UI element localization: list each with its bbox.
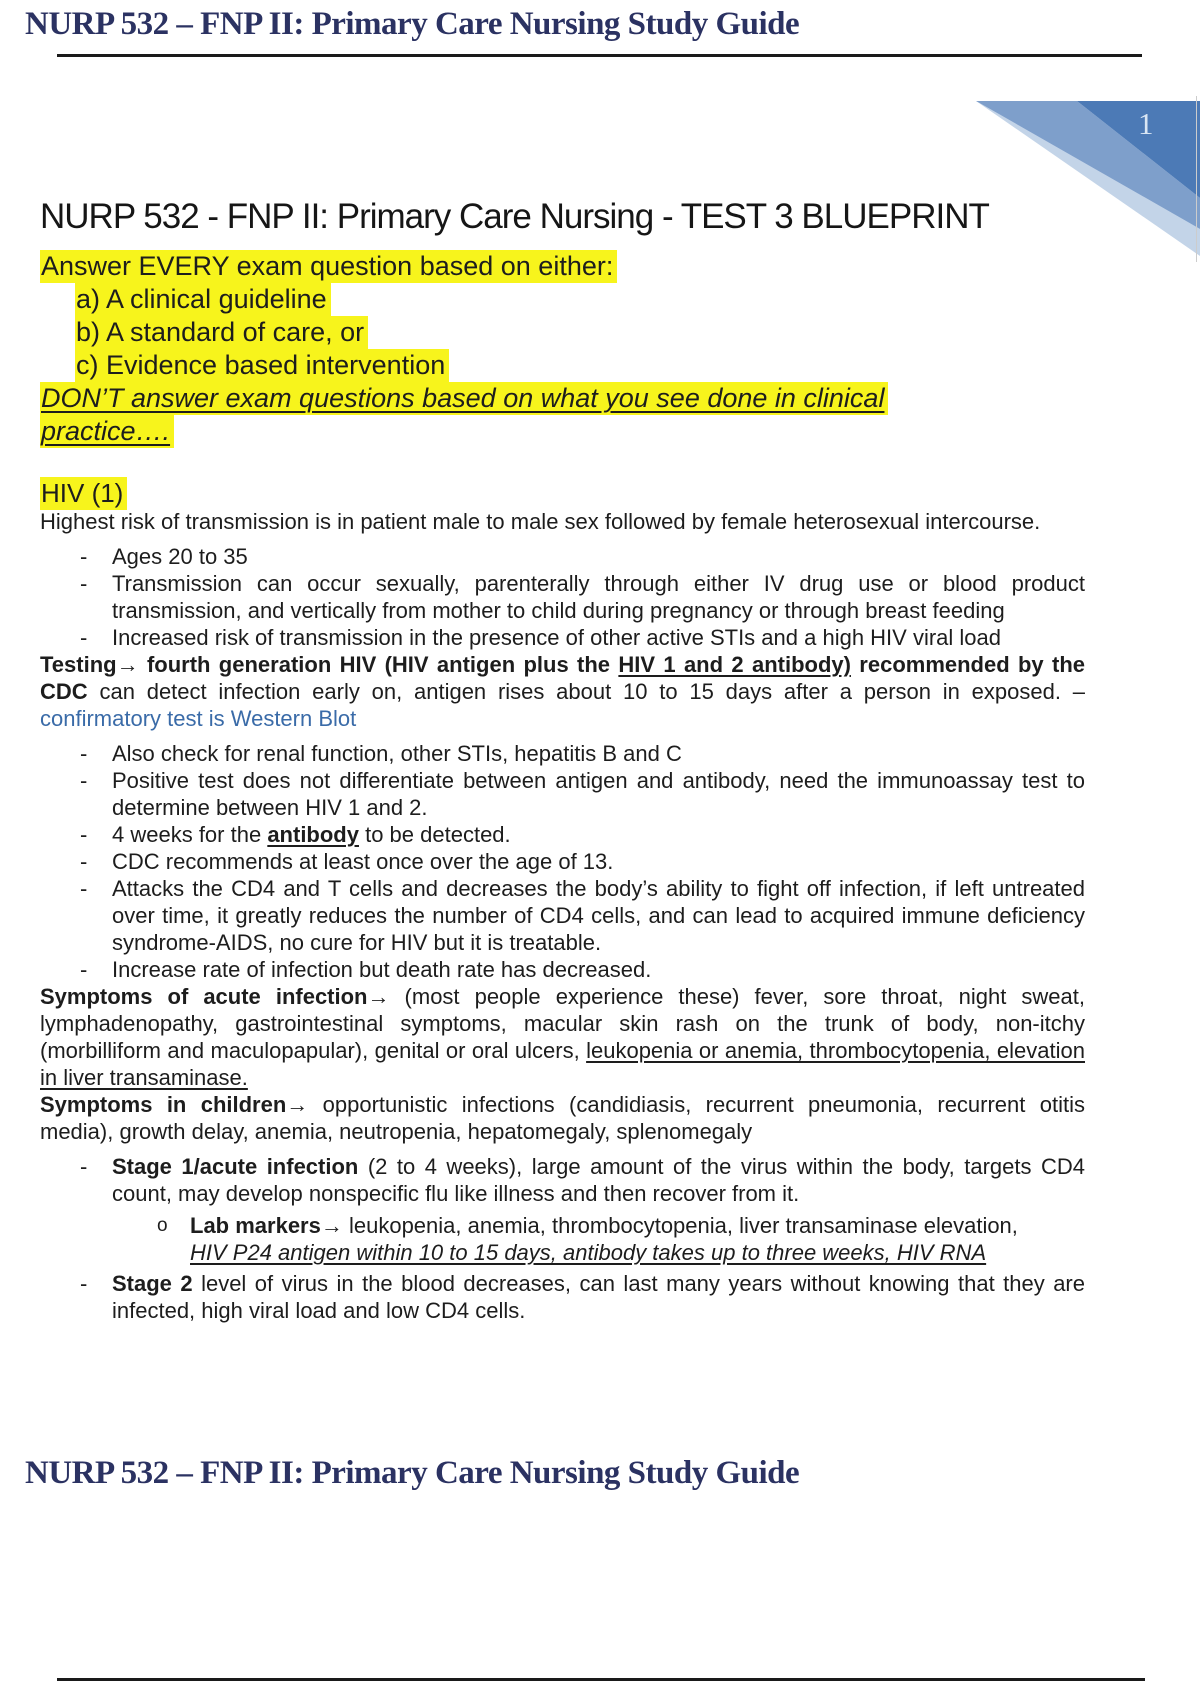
bullet-text	[112, 1153, 1085, 1207]
bullet-marker: -	[80, 625, 88, 650]
arrow-glyph: →	[116, 652, 147, 677]
exam-note-option-a	[40, 283, 1085, 316]
document-body	[40, 196, 1085, 1324]
exam-note-warning-line1	[40, 382, 1085, 415]
stage2-label: Stage 2	[112, 1271, 193, 1296]
testing-bold-tail: recommended by the CDC	[40, 652, 1085, 704]
bullet-marker: -	[80, 1271, 88, 1296]
running-footer-title: NURP 532 – FNP II: Primary Care Nursing Study Guide	[25, 1455, 800, 1491]
symptoms-acute-underlined: leukopenia or anemia, thrombocytopenia, elevation in liver transaminase.	[40, 1038, 1085, 1090]
symptoms-children-label: Symptoms in children	[40, 1092, 287, 1117]
list-item	[80, 543, 1085, 570]
bullet-marker: -	[80, 822, 88, 847]
highlighted-text: b) A standard of care, or	[75, 316, 368, 349]
list-item	[80, 1153, 1085, 1207]
stage1-label: Stage 1/acute infection	[112, 1154, 359, 1179]
exam-note-warning-line2	[40, 415, 1085, 448]
sub-bullet-text	[190, 1212, 1035, 1266]
highlighted-text: Answer EVERY exam question based on either:	[40, 250, 617, 283]
testing-paragraph	[40, 651, 1085, 732]
footer-rule	[57, 1678, 1145, 1681]
list-item	[80, 624, 1085, 651]
highlighted-warning-text: DON’T answer exam questions based on what you see done in clinical	[40, 382, 888, 415]
list-item	[80, 740, 1085, 767]
arrow-glyph: →	[367, 984, 390, 1009]
highlighted-text: c) Evidence based intervention	[75, 349, 449, 382]
bullet-marker: -	[80, 957, 88, 982]
arrow-glyph: →	[286, 1092, 309, 1117]
exam-note-option-c	[40, 349, 1085, 382]
bullet-text: CDC recommends at least once over the age of 13.	[112, 849, 614, 874]
bullet-text	[112, 821, 1085, 848]
bullet-marker: -	[80, 849, 88, 874]
bullet-text: Increase rate of infection but death rate has decreased.	[112, 957, 652, 982]
bullet-text: Positive test does not differentiate between antigen and antibody, need the immunoassay test to determine between HIV 1 and 2.	[112, 768, 1085, 820]
list-item	[80, 767, 1085, 821]
bullet-marker: -	[80, 571, 88, 596]
testing-label: Testing	[40, 652, 117, 677]
testing-bold-lead: fourth generation HIV (HIV antigen plus the	[146, 652, 619, 677]
highlighted-text: a) A clinical guideline	[75, 283, 331, 316]
list-item	[80, 848, 1085, 875]
bullet-marker: -	[80, 544, 88, 569]
symptoms-children-paragraph	[40, 1091, 1085, 1145]
highlighted-warning-text: practice….	[40, 415, 174, 448]
bullet-text-post: to be detected.	[358, 822, 511, 847]
testing-bold-underlined: HIV 1 and 2 antibody)	[618, 652, 851, 677]
stage1-body: (2 to 4 weeks), large amount of the virus within the body, targets CD4 count, may develop nonspecific flu like illness and then recover from it.	[112, 1154, 1085, 1206]
exam-note-intro	[40, 250, 1085, 283]
stage2-body: level of virus in the blood decreases, can last many years without knowing that they are infected, high viral load and low CD4 cells.	[112, 1271, 1085, 1323]
hiv-section-heading	[40, 478, 1085, 508]
antibody-term: antibody	[267, 822, 359, 847]
running-header-title: NURP 532 – FNP II: Primary Care Nursing Study Guide	[25, 6, 800, 42]
page-title: NURP 532 - FNP II: Primary Care Nursing - TEST 3 BLUEPRINT	[40, 197, 989, 236]
header-rule	[57, 54, 1142, 57]
bullet-marker: -	[80, 768, 88, 793]
bullet-text: Transmission can occur sexually, parenterally through either IV drug use or blood product transmission, and vertically from mother to child during pregnancy or through breast feeding	[112, 571, 1085, 623]
symptoms-acute-label: Symptoms of acute infection	[40, 984, 368, 1009]
exam-note-block	[40, 250, 1085, 448]
symptoms-acute-paragraph	[40, 983, 1085, 1091]
page-number: 1	[1138, 106, 1154, 141]
list-item	[80, 956, 1085, 983]
symptoms-children-body: opportunistic infections (candidiasis, recurrent pneumonia, recurrent otitis media), growth delay, anemia, neutropenia, hepatomegaly, splenomegaly	[40, 1092, 1085, 1144]
sub-list-item	[157, 1212, 1085, 1266]
bullet-text: Ages 20 to 35	[112, 544, 248, 569]
sub-bullet-marker: o	[157, 1215, 168, 1236]
lab-markers-italic-underlined: HIV P24 antigen within 10 to 15 days, antibody takes up to three weeks, HIV RNA	[190, 1240, 987, 1265]
list-item	[80, 570, 1085, 624]
bullet-text: Increased risk of transmission in the presence of other active STIs and a high HIV viral load	[112, 625, 1001, 650]
page-edge-line	[1196, 96, 1197, 262]
symptoms-acute-body: (most people experience these) fever, sore throat, night sweat, lymphadenopathy, gastrointestinal symptoms, macular skin rash on the trunk of body, non-itchy (morbilliform and maculopapular), genital or oral ulcers,	[40, 984, 1085, 1063]
bullet-marker: -	[80, 876, 88, 901]
bullet-text: Also check for renal function, other STIs, hepatitis B and C	[112, 741, 682, 766]
hiv-intro-paragraph: Highest risk of transmission is in patient male to male sex followed by female heterosexual intercourse.	[40, 509, 1041, 534]
lab-markers-body: leukopenia, anemia, thrombocytopenia, liver transaminase elevation,	[342, 1213, 1018, 1238]
lab-markers-label: Lab markers	[190, 1213, 321, 1238]
bullet-text	[112, 1270, 1085, 1324]
arrow-glyph: →	[320, 1213, 343, 1238]
list-item	[80, 1270, 1085, 1324]
bullet-text-pre: 4 weeks for the	[112, 822, 268, 847]
list-item	[80, 821, 1085, 848]
list-item	[80, 875, 1085, 956]
exam-note-option-b	[40, 316, 1085, 349]
bullet-marker: -	[80, 1154, 88, 1179]
highlighted-heading: HIV (1)	[40, 477, 127, 510]
bullet-text: Attacks the CD4 and T cells and decreases the body’s ability to fight off infection, if left untreated over time, it greatly reduces the number of CD4 cells, and can lead to acquired immune deficiency syndrome-AIDS, no cure for HIV but it is treatable.	[112, 876, 1085, 955]
bullet-marker: -	[80, 741, 88, 766]
confirmatory-test-note: confirmatory test is Western Blot	[40, 706, 357, 731]
testing-body-text: can detect infection early on, antigen rises about 10 to 15 days after a person in exposed. –	[87, 679, 1085, 704]
